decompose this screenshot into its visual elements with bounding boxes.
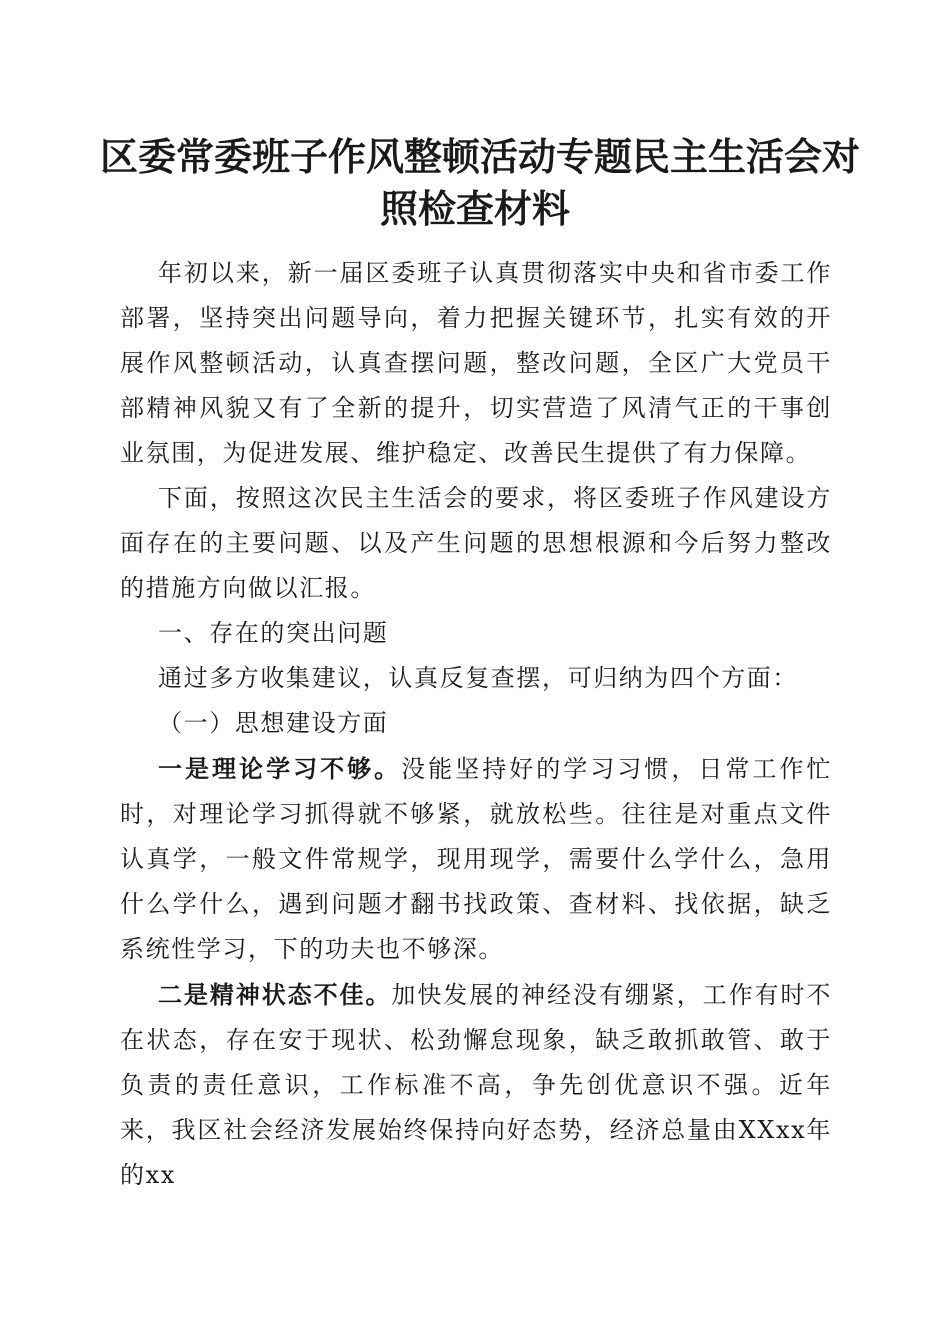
point-one-text: 没能坚持好的学习习惯，日常工作忙时，对理论学习抓得就不够紧，就放松些。往往是对重点文件认真学，一般文件常规学，现用现学，需要什么学什么，急用什么学什么，遇到问题才翻书找政策、查材料、找依据，缺乏系统性学习，下的功夫也不够深。 bbox=[120, 755, 832, 963]
title-line-2: 照检查材料 bbox=[379, 186, 570, 231]
point-one-paragraph bbox=[120, 746, 832, 972]
point-one-lead: 一是理论学习不够。 bbox=[158, 754, 402, 783]
subsection-heading: （一）思想建设方面 bbox=[158, 709, 389, 737]
summary-paragraph: 通过多方收集建议，认真反复查摆，可归纳为四个方面： bbox=[158, 664, 798, 692]
report-paragraph: 下面，按照这次民主生活会的要求，将区委班子作风建设方面存在的主要问题、以及产生问题的思想根源和今后努力整改的措施方向做以汇报。 bbox=[120, 484, 832, 602]
intro-paragraph: 年初以来，新一届区委班子认真贯彻落实中央和省市委工作部署，坚持突出问题导向，着力把握关键环节，扎实有效的开展作风整顿活动，认真查摆问题，整改问题，全区广大党员干部精神风貌又有了全新的提升，切实营造了风清气正的干事创业氛围，为促进发展、维护稳定、改善民生提供了有力保障。 bbox=[120, 259, 832, 467]
document-title bbox=[100, 131, 861, 235]
document-body bbox=[120, 251, 832, 1198]
title-line-1: 区委常委班子作风整顿活动专题民主生活会对 bbox=[100, 134, 861, 179]
section-heading: 一、存在的突出问题 bbox=[158, 619, 389, 647]
point-two-paragraph bbox=[120, 972, 832, 1198]
point-two-text: 加快发展的神经没有绷紧，工作有时不在状态，存在安于现状、松劲懈怠现象，缺乏敢抓敢管、敢于负责的责任意识，工作标准不高，争先创优意识不强。近年来，我区社会经济发展始终保持向好态势，经济总量由XXxx年的xx bbox=[120, 981, 832, 1189]
point-two-lead: 二是精神状态不佳。 bbox=[158, 980, 392, 1009]
